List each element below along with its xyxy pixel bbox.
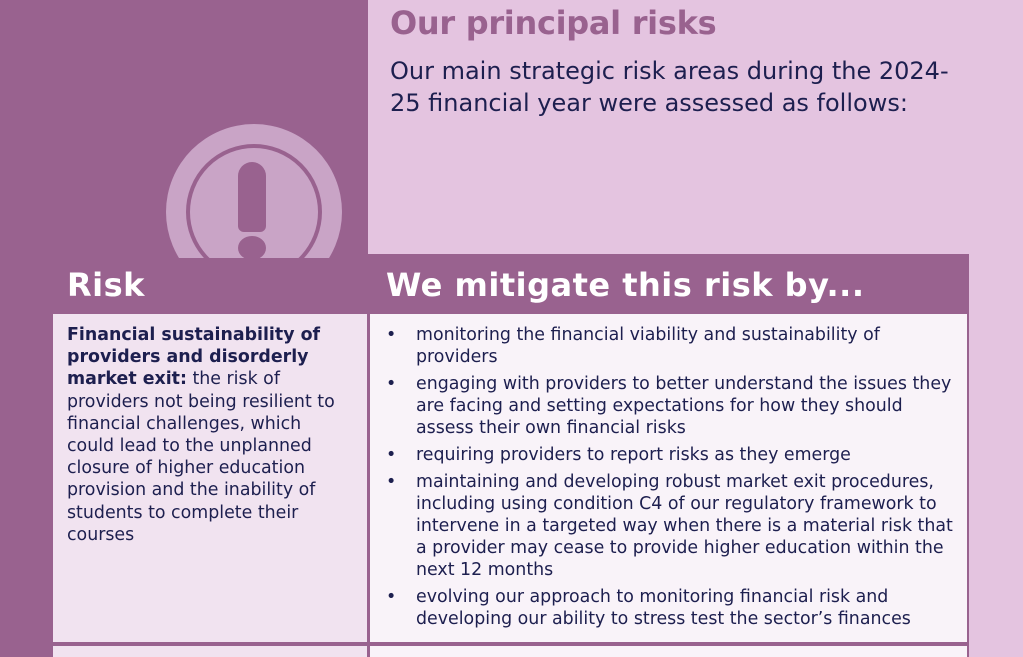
- mitigation-cell: [370, 314, 967, 642]
- header-risk: Risk: [53, 258, 367, 312]
- mitigation-list: [386, 324, 953, 630]
- next-row-risk-cell: [53, 646, 367, 657]
- risk-title: Financial sustainability of providers and disorderly market exit:: [67, 325, 321, 390]
- list-item: • evolving our approach to monitoring financial risk and developing our ability to stress test the sector’s finances: [386, 587, 911, 629]
- list-item: • requiring providers to report risks as they emerge: [386, 445, 851, 465]
- header-mitigation: We mitigate this risk by...: [370, 258, 967, 312]
- next-row-mitigation-cell: [370, 646, 967, 657]
- exclamation-bar: [238, 162, 266, 232]
- list-item: • maintaining and developing robust market exit procedures, including using condition C4 of our regulatory framework to intervene in a targeted way when there is a material risk that a provider may cease to provide higher education within the next 12 months: [386, 472, 953, 580]
- exclamation-dot: [238, 236, 266, 260]
- page-title: Our principal risks: [390, 4, 717, 42]
- bullet: •: [386, 472, 397, 492]
- list-item: • monitoring the financial viability and sustainability of providers: [386, 325, 880, 367]
- bullet: •: [386, 587, 397, 607]
- bullet: •: [386, 374, 397, 394]
- intro-text: Our main strategic risk areas during the 2024-25 financial year were assessed as follows:: [390, 57, 949, 117]
- risk-cell: [53, 314, 367, 642]
- bullet: •: [386, 325, 397, 345]
- risk-description: the risk of providers not being resilient to financial challenges, which could lead to the unplanned closure of higher education provision and the inability of students to complete their courses: [67, 369, 335, 545]
- bullet: •: [386, 445, 397, 465]
- list-item: • engaging with providers to better understand the issues they are facing and setting expectations for how they should assess their own financial risks: [386, 374, 952, 438]
